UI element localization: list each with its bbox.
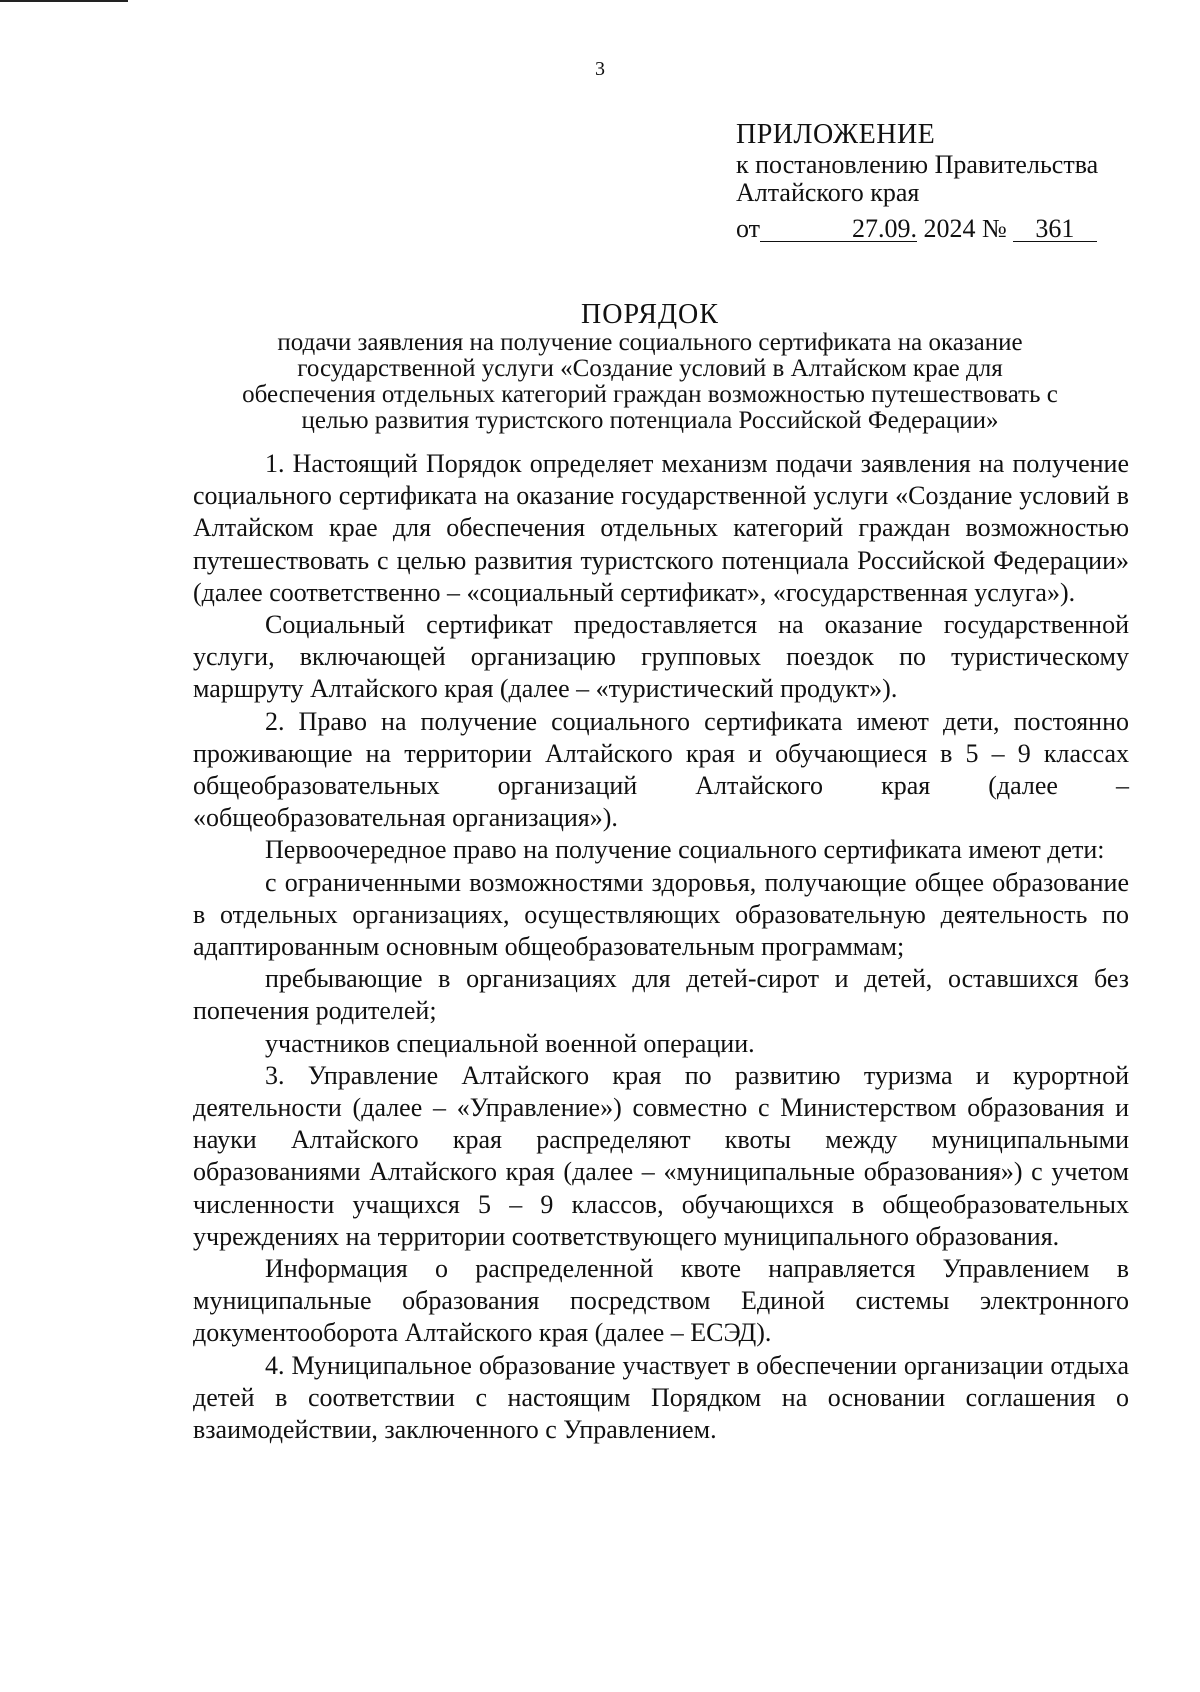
appendix-title: ПРИЛОЖЕНИЕ bbox=[736, 119, 936, 150]
appendix-line-1: к постановлению Правительства bbox=[736, 150, 1099, 179]
subtitle-line: целью развития туристского потенциала Российской Федерации» bbox=[301, 407, 999, 434]
paragraph-8: 3. Управление Алтайского края по развитию туризма и курортной деятельности (далее – «Управление») совместно с Министерством образования и науки Алтайского края распределяют квоты между муниципальными образованиями Алтайского края (далее – «муниципальные образования») с учетом численности учащихся 5 – 9 классов, обучающихся в общеобразовательных учреждениях на территории соответствующего муниципального образования. bbox=[193, 1060, 1129, 1251]
date-value: 27.09. bbox=[760, 217, 917, 242]
paragraph-7: участников специальной военной операции. bbox=[265, 1028, 755, 1058]
page-number: 3 bbox=[595, 58, 605, 80]
paragraph-6: пребывающие в организациях для детей-сирот и детей, оставшихся без попечения родителей; bbox=[193, 964, 1129, 1026]
paragraph-5: с ограниченными возможностями здоровья, получающие общее образование в отдельных организациях, осуществляющих образовательную деятельность по адаптированным основным общеобразовательным программам; bbox=[193, 867, 1129, 962]
number-sign: № bbox=[982, 214, 1007, 243]
document-heading bbox=[150, 300, 1150, 434]
appendix-line-2: Алтайского края bbox=[736, 178, 920, 207]
paragraph-9: Информация о распределенной квоте направляется Управлением в муниципальные образования посредством Единой системы электронного документооборота Алтайского края (далее – ЕСЭД). bbox=[193, 1254, 1129, 1348]
number-value: 361 bbox=[1013, 217, 1097, 242]
paragraph-4: Первоочередное право на получение социального сертификата имеют дети: bbox=[265, 835, 1105, 865]
subtitle-line: подачи заявления на получение социального сертификата на оказание bbox=[277, 329, 1023, 356]
document-subtitle bbox=[150, 330, 1150, 434]
paragraph-3: 2. Право на получение социального сертификата имеют дети, постоянно проживающие на территории Алтайского края и обучающиеся в 5 – 9 классах общеобразовательных организаций Алтайского края (далее – «общеобразовательная организация»). bbox=[193, 706, 1129, 833]
appendix-date-line bbox=[736, 215, 1098, 243]
subtitle-line: государственной услуги «Создание условий в Алтайском крае для bbox=[297, 355, 1003, 382]
document-title: ПОРЯДОК bbox=[581, 299, 719, 330]
subtitle-line: обеспечения отдельных категорий граждан возможностью путешествовать с bbox=[242, 381, 1058, 408]
date-year: 2024 bbox=[923, 214, 976, 243]
paragraph-2: Социальный сертификат предоставляется на оказание государственной услуги, включающей организацию групповых поездок по туристическому маршруту Алтайского края (далее – «туристический продукт»). bbox=[193, 610, 1129, 704]
paragraph-1: 1. Настоящий Порядок определяет механизм подачи заявления на получение социального сертификата на оказание государственной услуги «Создание условий в Алтайском крае для обеспечения отдельных категорий граждан возможностью путешествовать с целью развития туристского потенциала Российской Федерации» (далее соответственно – «социальный сертификат», «государственная услуга»). bbox=[193, 449, 1129, 607]
date-prefix: от bbox=[736, 214, 761, 243]
paragraph-10: 4. Муниципальное образование участвует в обеспечении организации отдыха детей в соответствии с настоящим Порядком на основании соглашения о взаимодействии, заключенного с Управлением. bbox=[193, 1350, 1129, 1445]
document-body bbox=[193, 448, 1129, 1446]
appendix-block bbox=[736, 120, 1098, 243]
top-rule bbox=[0, 0, 128, 2]
